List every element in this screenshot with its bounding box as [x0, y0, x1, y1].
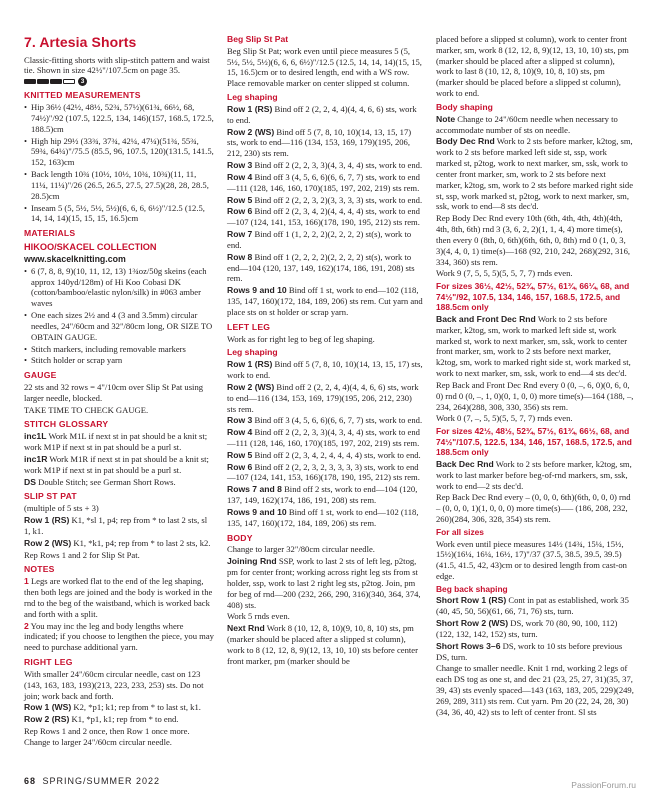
row-text: Bind off 5 (7, 8, 10, 10)(14, 13, 15, 17) sts, work to end.	[227, 359, 423, 381]
measurement-item: • High hip 29½ (33¾, 37¾, 42¼, 47¼)(51¾, 55¾, 59¾, 64¼)"/75.5 (85.5, 96, 107.5, 120)(131.5, 141.5, 152, 163)cm	[24, 136, 214, 168]
skill-bar-empty-icon	[63, 79, 75, 84]
row-label: Short Row 2 (WS)	[436, 618, 509, 629]
left-leg-row	[227, 450, 423, 461]
left-leg-row	[227, 382, 423, 414]
slip-st-repeat: Rep Rows 1 and 2 for Slip St Pat.	[24, 549, 140, 560]
right-leg-intro: With smaller 24"/60cm circular needle, cast on 123 (143, 163, 183, 193)(213, 223, 233, 253) sts. Do not join; work back and forth.	[24, 668, 204, 701]
row-label: Short Row 1 (RS)	[436, 595, 507, 606]
brand-name: HIKOO/SKACEL COLLECTION	[24, 242, 157, 253]
row-text: Bind off 2 (2, 2, 4, 4)(4, 4, 6, 6) sts, work to end—116 (134, 153, 169, 179)(195, 206, 212, 230) sts rem.	[227, 381, 419, 414]
row-label: Row 1 (RS)	[24, 515, 70, 526]
row-label: Row 5	[227, 449, 253, 460]
glossary-heading: STITCH GLOSSARY	[24, 419, 109, 430]
row-text: SSP, work to last 2 sts of left leg, p2tog, pm for center front; working across right leg sts from st holder, ssp, work to last 2 right leg sts, p2tog. Join, pm for beg of rnd—200 (232, 266, 290, 316)(340, 364, 374, 408) sts.	[227, 556, 421, 610]
dec-repeat: Rep Back and Front Dec Rnd every 0 (0, –, 6, 0)(0, 6, 0, 0) rnd 0 (0, –, 1, 0)(0, 1, 0, 0) more time(s)—164 (188, –, 234, 264)(288, 308, 330, 356) sts rem.	[436, 379, 634, 412]
glossary-text: Work M1L if next st in pat should be a knit st; work M1P if next st in pat should be a purl st.	[24, 431, 208, 453]
pattern-page	[24, 34, 634, 770]
slip-st-multiple: (multiple of 5 sts + 3)	[24, 503, 99, 514]
left-leg-row	[227, 507, 423, 529]
column-3	[436, 34, 634, 719]
row-text: Cont in pat as established, work 35 (40, 45, 50, 56)(61, 66, 71, 76) sts, turn.	[436, 595, 629, 617]
measurements-heading: KNITTED MEASUREMENTS	[24, 90, 141, 101]
watermark: PassionForum.ru	[571, 780, 636, 790]
row-text: Bind off 2 (2, 2, 3, 3)(4, 3, 4, 4) sts, work to end.	[254, 160, 423, 171]
row-label: Rows 9 and 10	[227, 506, 287, 517]
measurements-list	[24, 102, 214, 224]
dec-work-even: Work 0 (7, –, 5, 5)(5, 5, 7, 7) rnds even.	[436, 413, 573, 424]
body-shaping-heading: Body shaping	[436, 101, 493, 112]
row-text: Work 5 rnds even.	[227, 611, 290, 622]
glossary-entry	[24, 431, 214, 453]
row-text: Bind off 1 st, work to end—102 (118, 135, 147, 160)(172, 184, 189, 206) sts rem. Cut yarn and place sts on st holder or scrap yarn.	[227, 285, 423, 317]
materials-heading: MATERIALS	[24, 228, 76, 239]
row-label: Row 1 (WS)	[24, 702, 72, 713]
row-text: Change to 24"/60cm needle when necessary to accommodate number of sts on needle.	[436, 113, 618, 135]
glossary-term: inc1R	[24, 453, 48, 464]
note-text: You may inc the leg and body lengths where indicated; if you choose to lengthen the piece, you may need to purchase additional yarn.	[24, 620, 214, 653]
slip-st-row	[24, 515, 214, 537]
page-number: 68	[24, 776, 37, 786]
row-text: Bind off 2 sts, work to end—104 (120, 137, 149, 162)(174, 186, 191, 208) sts rem.	[227, 484, 418, 506]
left-leg-row	[227, 462, 423, 484]
brand-url[interactable]: www.skacelknitting.com	[24, 253, 126, 264]
left-leg-row	[227, 359, 423, 381]
right-leg-row	[24, 702, 214, 713]
row-label: Back Dec Rnd	[436, 458, 494, 469]
skill-level-indicator	[24, 77, 214, 86]
leg-row	[227, 104, 423, 126]
measurement-item: • Inseam 5 (5, 5½, 5½, 5½)(6, 6, 6, 6½)"/12.5 (12.5, 14, 14, 14)(15, 15, 15, 16.5)cm	[24, 203, 214, 225]
dec-row	[436, 314, 634, 379]
skill-bar-icon	[24, 79, 36, 84]
sizes-heading: For sizes 36½, 42½, 52¾, 57½, 61¾, 66¼, 68, and 74½"/92, 107.5, 134, 146, 157, 168.5, 172.5, and 188.5cm only	[436, 281, 630, 313]
skill-bar-icon	[37, 79, 49, 84]
row-label: Note	[436, 113, 456, 124]
materials-list	[24, 266, 214, 366]
row-text: Bind off 1 (1, 2, 2, 2)(2, 2, 2, 2) st(s), work to end.	[227, 229, 412, 250]
right-leg-row	[24, 714, 214, 725]
body-row	[227, 611, 423, 622]
dec-row	[436, 136, 634, 212]
body-row	[227, 623, 423, 666]
row-text: DS, work 70 (80, 90, 100, 112)(122, 132, 142, 152) sts, turn.	[436, 618, 618, 639]
sizes-heading: For sizes 42½, 48½, 52¾, 57½, 61¾, 66½, 68, and 74½"/107.5, 122.5, 134, 146, 157, 168.5, 172.5, and 188.5cm only	[436, 426, 632, 458]
row-text: Work to 2 sts before marker, k2tog, sm, work to marked left side st, work marked st, work to next marker, sm, ssk, work to center front marker, sm, work to 2 sts before next marker, k2tog, sm, work to marked right side st, work marked st, work to next marker, sm, ssk, work to end—4 sts dec'd.	[436, 313, 631, 379]
row-text: K1, *k1, p4; rep from * to last 2 sts, k2.	[73, 537, 211, 548]
row-label: Row 5	[227, 194, 253, 205]
dec-repeat: Rep Body Dec Rnd every 10th (6th, 4th, 4th, 4th)(4th, 4th, 8th, 6th) rnd 3 (3, 6, 2, 2)(1, 1, 4, 4) more time(s), then every 0 (8th, 0, 6th)(6th, 6th, 0, 8th) rnd 0 (1, 0, 3, 3)(4, 4, 0, 1) time(s)—168 (92, 210, 242, 268)(292, 316, 334, 360) sts rem.	[436, 213, 631, 267]
issue-label: SPRING/SUMMER 2022	[42, 776, 161, 786]
left-leg-row	[227, 427, 423, 449]
left-leg-row	[227, 484, 423, 506]
glossary-text: Double Stitch; see German Short Rows.	[38, 476, 176, 487]
row-text: Work to 2 sts before marker, k2tog, sm, work to last marker before beg-of-rnd markers, sm, ssk, work to end—2 sts dec'd.	[436, 458, 632, 491]
column-1	[24, 34, 214, 749]
material-item: • 6 (7, 8, 8, 9)(10, 11, 12, 13) 1¾oz/50g skeins (each approx 140yd/128m) of Hi Koo Cobasi DK (cotton/bamboo/elastic nylon/silk) in #063 amber waves	[24, 266, 214, 309]
leg-row	[227, 285, 423, 317]
body-row	[227, 556, 423, 610]
leg-row	[227, 252, 423, 284]
material-item: • One each sizes 2½ and 4 (3 and 3.5mm) circular needles, 24"/60cm and 32"/80cm long, OR SIZE TO OBTAIN GAUGE.	[24, 310, 214, 342]
row-text: Work to 2 sts before marker, k2tog, sm, work to 2 sts before marked left side st, ssp, work marked st, p2tog, work to next marker, sm, ssk, work to center front marker, sm, work to 2 sts before next marker, k2tog, sm, work to 2 sts before marked right side st, ssp, work marked st, p2tog, work to next marker, sm, ssk, work to end—8 sts dec'd.	[436, 136, 634, 212]
row-text: Bind off 2 (2, 2, 3, 2)(3, 3, 3, 3) sts, work to end.	[254, 194, 423, 205]
slip-st-row	[24, 538, 214, 549]
row-text: Bind off 2 (2, 2, 4, 4)(4, 4, 6, 6) sts, work to end.	[227, 103, 417, 125]
dec-row	[436, 459, 634, 491]
row-text: Bind off 3 (4, 5, 6, 6)(6, 6, 7, 7) sts, work to end.	[254, 415, 423, 426]
measurement-item: • Hip 36½ (42½, 48½, 52¾, 57½)(61¾, 66½, 68, 74½)"/92 (107.5, 122.5, 134, 146)(157, 168.5, 172.5, 188.5)cm	[24, 102, 214, 134]
gauge-heading: GAUGE	[24, 370, 57, 381]
left-leg-row	[227, 415, 423, 426]
row-label: Joining Rnd	[227, 556, 277, 567]
row-label: Row 2 (WS)	[227, 381, 275, 392]
left-leg-heading: LEFT LEG	[227, 321, 271, 332]
leg-row	[227, 229, 423, 251]
row-label: Short Rows 3–6	[436, 640, 501, 651]
measurement-item: • Back length 10¾ (10½, 10½, 10¾, 10¾)(11, 11, 11¼, 11¼)"/26 (26.5, 26.5, 27.5, 27.5)(28, 28, 28.5, 28.5)cm	[24, 169, 214, 201]
glossary-entry	[24, 454, 214, 476]
skill-level-number: 3	[78, 77, 87, 86]
beg-slip-text: Beg Slip St Pat; work even until piece measures 5 (5, 5½, 5½, 5½)(6, 6, 6, 6½)"/12.5 (12.5, 14, 14, 14)(15, 15, 15, 16.5)cm or to desired length, end with a WS row. Place removable marker on center slipped st column.	[227, 45, 422, 89]
short-row	[436, 618, 634, 640]
leg-row	[227, 206, 423, 228]
material-item: • Stitch holder or scrap yarn	[24, 355, 214, 366]
row-text: Bind off 2 (2, 3, 4, 2)(4, 4, 4, 4) sts, work to end—107 (124, 141, 153, 166)(178, 190, 195, 212) sts rem.	[227, 206, 420, 228]
leg-row	[227, 160, 423, 171]
back-shaping-heading: Beg back shaping	[436, 583, 508, 594]
leg-shaping-heading: Leg shaping	[227, 92, 278, 103]
glossary-entry	[24, 477, 214, 488]
leg-row	[227, 172, 423, 194]
intro-text: Classic-fitting shorts with slip-stitch pattern and waist tie. Shown in size 42½"/107.5cm on page 35.	[24, 54, 210, 76]
row-text: Bind off 1 (2, 2, 2, 2)(2, 2, 2, 2) st(s), work to end—104 (120, 137, 149, 162)(174, 186, 191, 208) sts rem.	[227, 251, 415, 284]
row-label: Next Rnd	[227, 623, 265, 634]
glossary-term: DS	[24, 476, 36, 487]
row-label: Row 1 (RS)	[227, 359, 273, 370]
row-label: Rows 7 and 8	[227, 484, 282, 495]
all-sizes-heading: For all sizes	[436, 526, 484, 537]
glossary-text: Work M1R if next st in pat should be a knit st; work M1P if next st in pat should be a purl st.	[24, 453, 209, 475]
all-sizes-text: Work even until piece measures 14½ (14¾, 15¼, 15½, 15½)(16¼, 16¼, 16½, 17)"/37 (37.5, 38.5, 39.5, 39.5)(41.5, 41.5, 42, 43)cm or to desired length from cast-on edge.	[436, 538, 627, 581]
row-text: Work 8 (10, 12, 8, 10)(9, 10, 8, 10) sts, pm (marker should be placed after a slipped st column), work to 8 (12, 12, 8, 9)(12, 13, 10, 10) sts before center front marker, pm (marker should be	[227, 623, 418, 666]
row-label: Row 6	[227, 206, 253, 217]
gauge-text: 22 sts and 32 rows = 4"/10cm over Slip St Pat using larger needle, blocked.	[24, 382, 204, 403]
note-item	[24, 621, 214, 653]
row-text: Bind off 1 st, work to end—102 (118, 135, 147, 160)(172, 184, 189, 206) sts rem.	[227, 506, 419, 528]
leg-row	[227, 127, 423, 159]
note-number: 1	[24, 576, 29, 587]
row-text: DS, work to 10 sts before previous DS, turn.	[436, 640, 623, 662]
body-heading: BODY	[227, 532, 253, 543]
row-text: Bind off 2 (2, 2, 3, 2, 3, 3, 3, 3) sts, work to end—107 (124, 141, 153, 166)(178, 190, 195, 212) sts rem.	[227, 461, 420, 483]
row-label: Row 1 (RS)	[227, 103, 273, 114]
row-label: Row 6	[227, 461, 253, 472]
row-text: Bind off 2 (2, 3, 4, 2, 4, 4, 4, 4) sts, work to end.	[254, 449, 421, 460]
row-label: Row 2 (RS)	[24, 714, 70, 725]
row-text: Bind off 5 (7, 8, 10, 10)(14, 13, 15, 17) sts, work to end—116 (134, 153, 169, 179)(195, 206, 212, 230) sts rem.	[227, 126, 412, 159]
short-row	[436, 595, 634, 617]
left-leg-intro: Work as for right leg to beg of leg shaping.	[227, 333, 375, 344]
row-label: Row 8	[227, 251, 253, 262]
back-end-text: Change to smaller needle. Knit 1 rnd, working 2 legs of each DS tog as one st, and dec 21 (23, 25, 27, 31)(35, 37, 39, 43) sts evenly spaced—143 (163, 183, 205, 229)(249, 269, 289, 311) sts rem. Cut yarn. Pm 20 (22, 24, 28, 30)(34, 36, 40, 42) sts to left of center front. Sl sts	[436, 663, 634, 717]
row-text: Bind off 3 (4, 5, 6, 6)(6, 6, 7, 7) sts, work to end—111 (128, 146, 160, 170)(185, 197, 202, 219) sts rem.	[227, 171, 420, 193]
gauge-note: TAKE TIME TO CHECK GAUGE.	[24, 404, 149, 415]
row-label: Rows 9 and 10	[227, 285, 287, 296]
note-text: Legs are worked flat to the end of the leg shaping, then both legs are joined and the body is worked in the rnd to the beg of the waistband, which is worked back and forth with a split.	[24, 576, 213, 619]
dec-repeat: Rep Back Dec Rnd every – (0, 0, 0, 6th)(6th, 0, 0, 0) rnd – (0, 0, 0, 1)(1, 0, 0, 0) more time(s)—– (186, 208, 232, 260)(284, 306, 328, 354) sts rem.	[436, 492, 631, 525]
short-row	[436, 641, 634, 663]
row-label: Back and Front Dec Rnd	[436, 313, 536, 324]
left-leg-shaping-heading: Leg shaping	[227, 347, 278, 358]
body-intro: Change to larger 32"/80cm circular needle.	[227, 544, 375, 555]
dec-work-even: Work 9 (7, 5, 5, 5)(5, 5, 7, 7) rnds even.	[436, 268, 573, 279]
row-text: Bind off 2 (2, 2, 3, 3)(4, 3, 4, 4) sts, work to end—111 (128, 146, 160, 170)(185, 197, 202, 219) sts rem.	[227, 427, 420, 448]
row-label: Row 4	[227, 427, 253, 438]
note-item	[24, 576, 214, 619]
row-label: Row 3	[227, 160, 253, 171]
page-footer	[24, 776, 160, 787]
material-item: • Stitch markers, including removable markers	[24, 344, 214, 355]
note-entry	[436, 114, 634, 136]
row-label: Body Dec Rnd	[436, 136, 495, 147]
row-text: K2, *p1; k1; rep from * to last st, k1.	[73, 702, 201, 713]
row-text: K1, *p1, k1; rep from * to end.	[71, 714, 179, 725]
row-text: K1, *sl 1, p4; rep from * to last 2 sts, sl 1, k1.	[24, 515, 208, 536]
row-label: Row 2 (WS)	[24, 537, 72, 548]
beg-slip-heading: Beg Slip St Pat	[227, 34, 289, 44]
row-label: Row 7	[227, 229, 253, 240]
skill-bar-icon	[50, 79, 62, 84]
note-number: 2	[24, 620, 29, 631]
slip-st-heading: SLIP ST PAT	[24, 491, 77, 502]
notes-heading: NOTES	[24, 564, 55, 575]
leg-row	[227, 195, 423, 206]
glossary-term: inc1L	[24, 431, 47, 442]
pattern-title: 7. Artesia Shorts	[24, 34, 137, 50]
column-2	[227, 34, 423, 668]
right-leg-heading: RIGHT LEG	[24, 657, 73, 668]
right-leg-repeat: Rep Rows 1 and 2 once, then Row 1 once more. Change to larger 24"/60cm circular needle.	[24, 726, 190, 747]
row-label: Row 2 (WS)	[227, 126, 275, 137]
row-label: Row 3	[227, 415, 253, 426]
continued-text: placed before a slipped st column), work to center front marker, sm, work 8 (12, 12, 8, 9)(12, 13, 10, 10) sts, pm (marker should be placed after a slipped st column), work to last 8 (10, 12, 8, 10)(9, 10, 8, 10) sts, pm (marker should be placed before a slipped st column), work to end.	[436, 34, 629, 99]
row-label: Row 4	[227, 171, 253, 182]
